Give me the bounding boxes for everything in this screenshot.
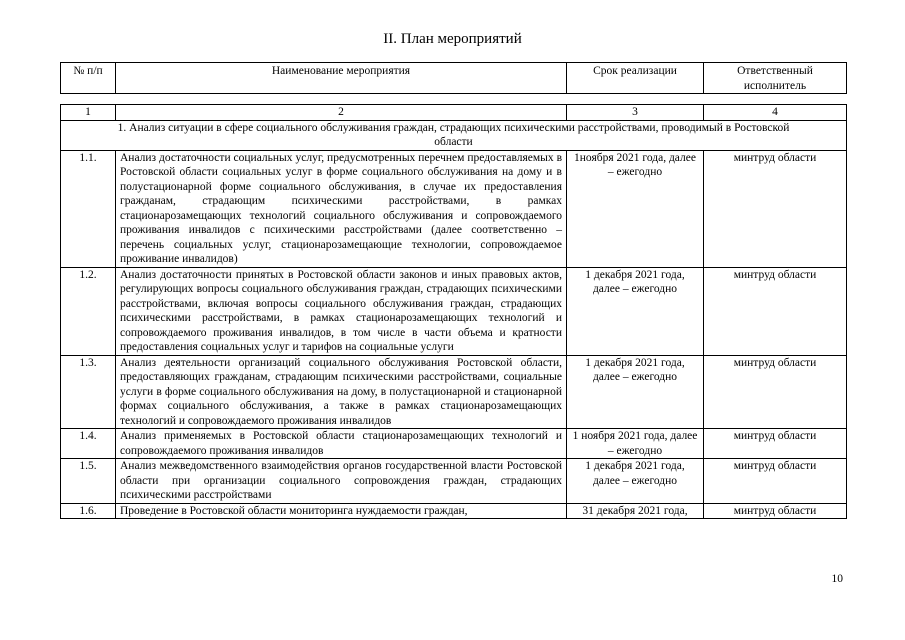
table-row: [61, 355, 847, 429]
column-number: 3: [567, 105, 704, 121]
header-term: Срок реализации: [567, 63, 704, 94]
row-responsible: минтруд области: [704, 459, 847, 504]
page-number: 10: [831, 573, 843, 585]
row-name: Анализ применяемых в Ростовской области стационарозамещающих технологий и сопровождаемого проживания инвалидов: [116, 429, 567, 459]
row-term: 1 ноября 2021 года, далее – ежегодно: [567, 429, 704, 459]
row-number: 1.3.: [61, 355, 116, 429]
row-term: 1 декабря 2021 года, далее – ежегодно: [567, 267, 704, 355]
table-row: [61, 459, 847, 504]
row-term: 1ноября 2021 года, далее – ежегодно: [567, 150, 704, 267]
table-row: [61, 503, 847, 519]
header-responsible: Ответственный исполнитель: [704, 63, 847, 94]
row-term: 1 декабря 2021 года, далее – ежегодно: [567, 459, 704, 504]
row-name: Анализ достаточности социальных услуг, предусмотренных перечнем предоставляемых в Ростовской области социальных услуг в форме социального обслуживания на дому и в полустационарной форме социального обслуживания, в случае их предоставления гражданам, страдающим психическими расстройствами, в рамках стационарозамещающих технологий социального обслуживания и сопровождаемого проживания инвалидов с психическими расстройствами (далее соответственно – перечень социальных услуг, стационарозамещающие технологии, сопровождаемое проживание инвалидов): [116, 150, 567, 267]
row-number: 1.2.: [61, 267, 116, 355]
row-name: Анализ достаточности принятых в Ростовской области законов и иных правовых актов, регулирующих вопросы социального обслуживания граждан, страдающих психическими расстройствами, включая вопросы социального обслуживания граждан, страдающих психическими расстройствами, в рамках стационарозамещающих технологий и сопровождаемого проживания инвалидов, в том числе в части объема и кратности предоставления социальных услуг и тарифов на социальные услуги: [116, 267, 567, 355]
row-number: 1.6.: [61, 503, 116, 519]
table-row: [61, 150, 847, 267]
row-responsible: минтруд области: [704, 503, 847, 519]
header-row: [61, 63, 847, 94]
plan-table: [60, 104, 847, 519]
row-term: 1 декабря 2021 года, далее – ежегодно: [567, 355, 704, 429]
column-number: 4: [704, 105, 847, 121]
row-number: 1.1.: [61, 150, 116, 267]
page-title: II. План мероприятий: [383, 31, 522, 47]
header-name: Наименование мероприятия: [116, 63, 567, 94]
header-table: [60, 62, 847, 94]
row-responsible: минтруд области: [704, 150, 847, 267]
table-row: [61, 267, 847, 355]
row-responsible: минтруд области: [704, 429, 847, 459]
row-responsible: минтруд области: [704, 267, 847, 355]
table-row: [61, 429, 847, 459]
row-name: Проведение в Ростовской области мониторинга нуждаемости граждан,: [116, 503, 567, 519]
column-number: 2: [116, 105, 567, 121]
row-number: 1.5.: [61, 459, 116, 504]
row-responsible: минтруд области: [704, 355, 847, 429]
column-number-row: [61, 105, 847, 121]
section-title: 1. Анализ ситуации в сфере социального обслуживания граждан, страдающих психическими расстройствами, проводимый в Ростовской области: [61, 120, 847, 150]
row-name: Анализ межведомственного взаимодействия органов государственной власти Ростовской области при организации социального сопровождения граждан, страдающих психическими расстройствами: [116, 459, 567, 504]
section-row: [61, 120, 847, 150]
row-number: 1.4.: [61, 429, 116, 459]
header-num: № п/п: [61, 63, 116, 94]
row-name: Анализ деятельности организаций социального обслуживания Ростовской области, предоставляющих гражданам, страдающим психическими расстройствами, социальные услуги в форме социального обслуживания на дому, в полустационарной и стационарной формах социального обслуживания, а также в рамках стационарозамещающих технологий и сопровождаемого проживания инвалидов: [116, 355, 567, 429]
column-number: 1: [61, 105, 116, 121]
row-term: 31 декабря 2021 года,: [567, 503, 704, 519]
